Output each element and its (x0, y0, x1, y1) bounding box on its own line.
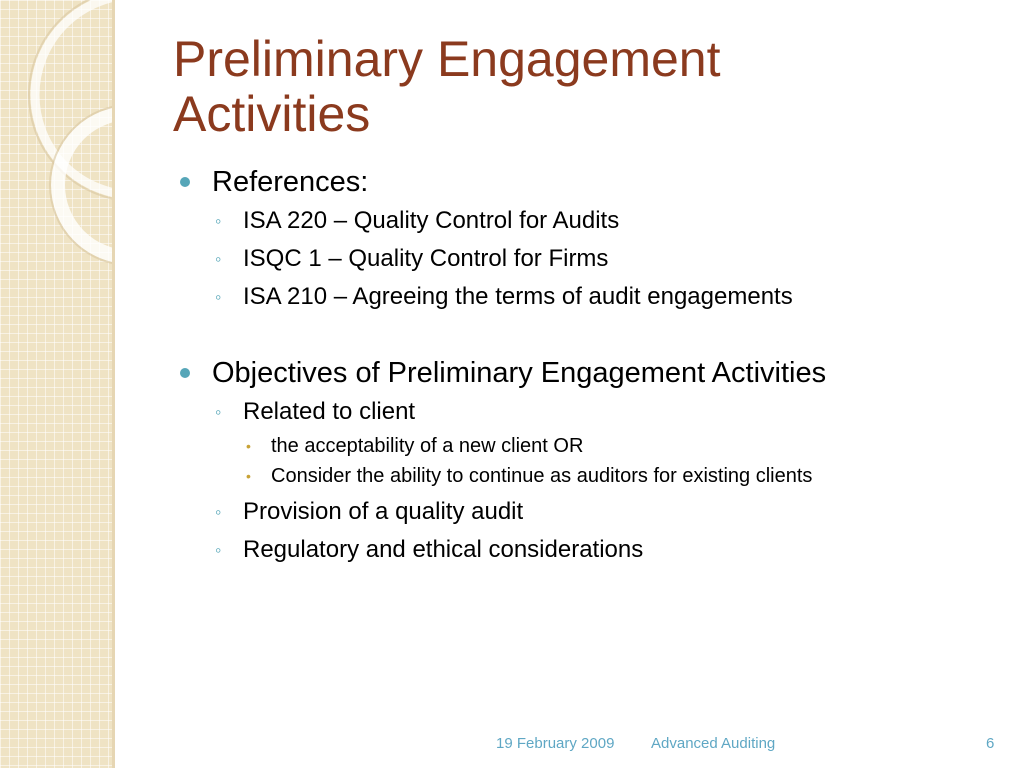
reference-item (180, 278, 1000, 316)
ring-bullet-icon: ◦ (215, 287, 222, 307)
objective-text: Regulatory and ethical considerations (243, 536, 644, 563)
small-dot-bullet-icon: • (246, 438, 251, 454)
ring-bullet-icon: ◦ (215, 249, 222, 269)
small-dot-bullet-icon: • (246, 468, 251, 484)
slide-body (180, 162, 1000, 569)
bullet-references (180, 162, 1000, 202)
ring-bullet-icon: ◦ (215, 540, 222, 560)
objective-subitem (180, 433, 1000, 459)
bullet-dot-icon (180, 177, 190, 187)
objective-subitem (180, 463, 1000, 489)
objective-item (180, 493, 1000, 531)
footer-course: Advanced Auditing (651, 735, 776, 752)
ring-bullet-icon: ◦ (215, 211, 222, 231)
ring-bullet-icon: ◦ (215, 502, 222, 522)
bullet-objectives (180, 353, 1000, 393)
objective-item (180, 393, 1000, 431)
objective-subitem-text: the acceptability of a new client OR (271, 435, 584, 457)
bullet-text: References: (212, 166, 369, 198)
footer-page-number: 6 (986, 735, 995, 752)
reference-text: ISA 210 – Agreeing the terms of audit engagements (243, 283, 793, 310)
reference-text: ISA 220 – Quality Control for Audits (243, 207, 620, 234)
sidebar-edge (112, 0, 115, 768)
section-spacer (180, 316, 1000, 353)
reference-item (180, 202, 1000, 240)
objective-text: Related to client (243, 398, 416, 425)
objective-item (180, 531, 1000, 569)
objective-subitem-text: Consider the ability to continue as auditors for existing clients (271, 465, 813, 487)
bullet-text: Objectives of Preliminary Engagement Activities (212, 357, 827, 389)
decorative-sidebar (0, 0, 112, 768)
ring-bullet-icon: ◦ (215, 402, 222, 422)
footer-date: 19 February 2009 (496, 735, 615, 752)
reference-item (180, 240, 1000, 278)
slide-title-line1: Preliminary Engagement (173, 31, 721, 87)
ring-ornament-icon (0, 0, 112, 768)
bullet-dot-icon (180, 368, 190, 378)
reference-text: ISQC 1 – Quality Control for Firms (243, 245, 609, 272)
slide-title-line2: Activities (173, 86, 371, 142)
objective-text: Provision of a quality audit (243, 498, 524, 525)
slide-title (173, 32, 721, 142)
